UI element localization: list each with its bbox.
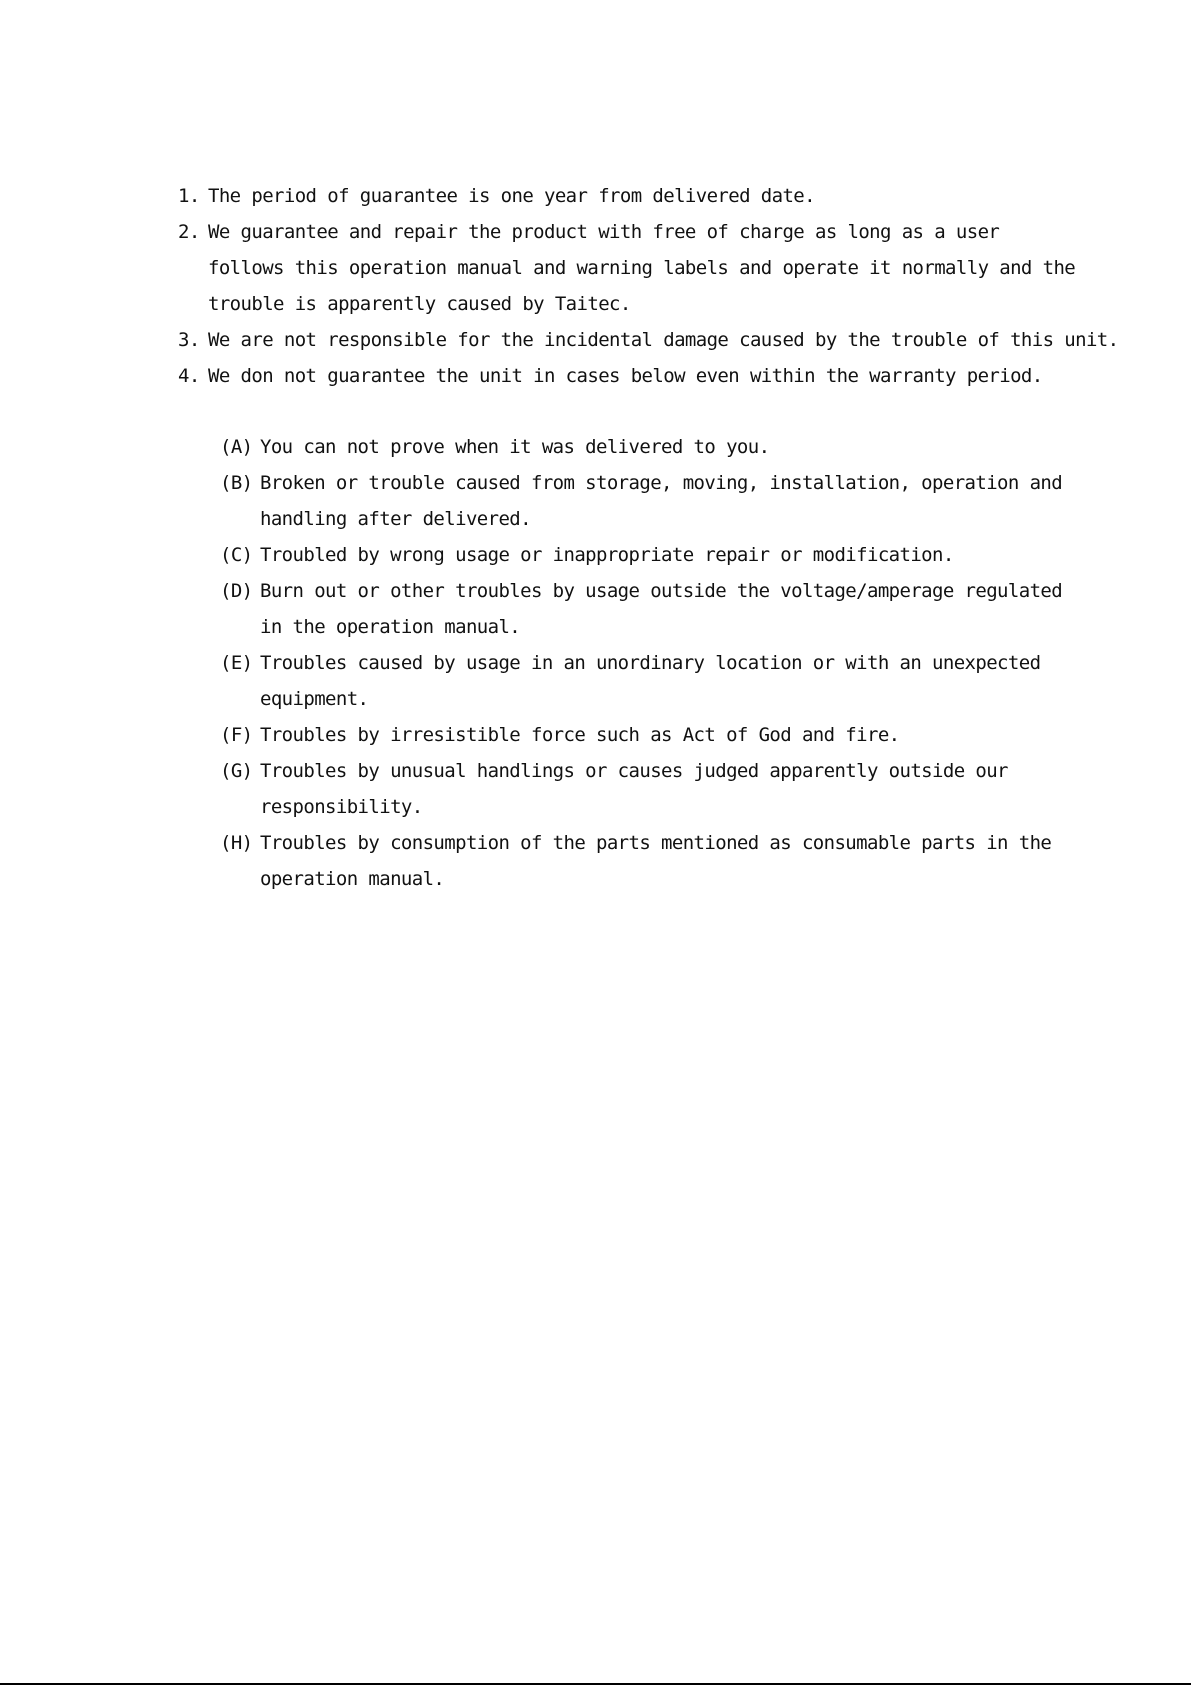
exception-text: Troubles by irresistible force such as Act of God and fire. xyxy=(260,724,900,746)
exception-item-b xyxy=(178,465,1178,537)
exception-text: Broken or trouble caused from storage, moving, installation, operation and xyxy=(260,472,1063,494)
exception-letter: (G) xyxy=(220,760,253,782)
exception-line xyxy=(178,645,1178,681)
exception-letter: (B) xyxy=(220,472,253,494)
term-item-3 xyxy=(178,322,1178,358)
warranty-terms xyxy=(178,178,1178,897)
section-spacer xyxy=(178,394,1178,429)
exception-item-f xyxy=(178,717,1178,753)
exception-text-continuation: equipment. xyxy=(260,688,369,710)
exception-text: Troubles by consumption of the parts mentioned as consumable parts in the xyxy=(260,832,1052,854)
exception-item-g xyxy=(178,753,1178,825)
exception-letter: (F) xyxy=(220,724,253,746)
term-item-4 xyxy=(178,358,1178,394)
term-line xyxy=(178,178,1178,214)
exception-item-d xyxy=(178,573,1178,645)
exception-item-c xyxy=(178,537,1178,573)
term-text: The period of guarantee is one year from delivered date. xyxy=(208,185,815,207)
term-line xyxy=(178,322,1178,358)
exception-line xyxy=(178,429,1178,465)
term-text-continuation: follows this operation manual and warning labels and operate it normally and the xyxy=(208,257,1076,279)
exception-letter: (C) xyxy=(220,544,253,566)
exception-letter: (A) xyxy=(220,436,253,458)
exception-line xyxy=(178,753,1178,789)
exception-text: Troubles by unusual handlings or causes judged apparently outside our xyxy=(260,760,1008,782)
exception-line xyxy=(178,465,1178,501)
exception-letter: (E) xyxy=(220,652,253,674)
exception-letter: (D) xyxy=(220,580,253,602)
term-text: We don not guarantee the unit in cases below even within the warranty period. xyxy=(208,365,1043,387)
term-line xyxy=(178,358,1178,394)
term-item-1 xyxy=(178,178,1178,214)
term-item-2 xyxy=(178,214,1178,322)
exception-letter: (H) xyxy=(220,832,253,854)
exception-text: Troubles caused by usage in an unordinary location or with an unexpected xyxy=(260,652,1041,674)
exception-line xyxy=(178,537,1178,573)
term-number: 1. xyxy=(178,185,200,207)
term-number: 4. xyxy=(178,365,200,387)
exception-item-a xyxy=(178,429,1178,465)
exception-text: You can not prove when it was delivered to you. xyxy=(260,436,770,458)
exception-text-continuation: responsibility. xyxy=(260,796,423,818)
term-number: 3. xyxy=(178,329,200,351)
exception-line xyxy=(178,717,1178,753)
exception-line xyxy=(178,825,1178,861)
exception-text: Burn out or other troubles by usage outside the voltage/amperage regulated xyxy=(260,580,1063,602)
exception-text-continuation: handling after delivered. xyxy=(260,508,531,530)
term-line xyxy=(178,214,1178,250)
term-text: We are not responsible for the incidental damage caused by the trouble of this unit. xyxy=(208,329,1119,351)
exception-text-continuation: operation manual. xyxy=(260,868,445,890)
term-text: We guarantee and repair the product with free of charge as long as a user xyxy=(208,221,1000,243)
exception-text-continuation: in the operation manual. xyxy=(260,616,521,638)
exception-item-e xyxy=(178,645,1178,717)
exception-text: Troubled by wrong usage or inappropriate repair or modification. xyxy=(260,544,954,566)
exception-item-h xyxy=(178,825,1178,897)
exception-line xyxy=(178,573,1178,609)
term-text-continuation: trouble is apparently caused by Taitec. xyxy=(208,293,631,315)
term-number: 2. xyxy=(178,221,200,243)
